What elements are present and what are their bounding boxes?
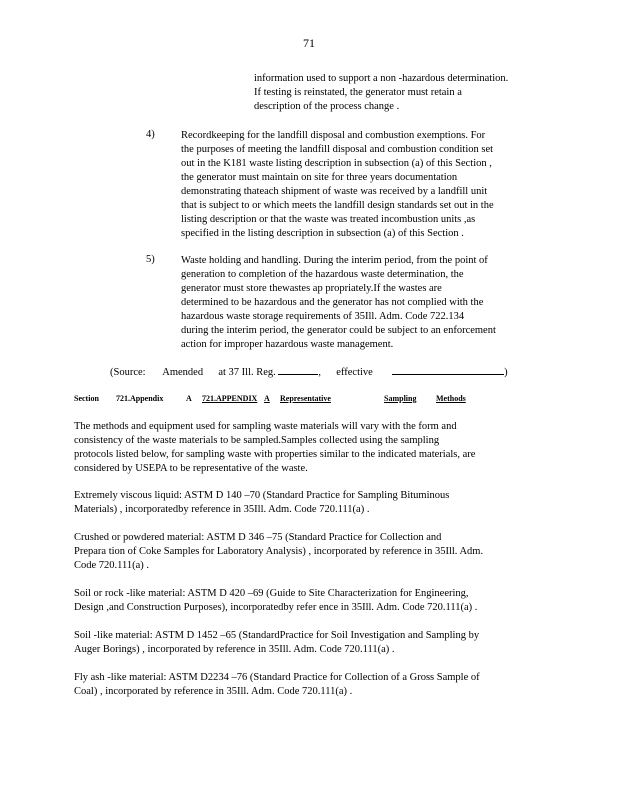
text-line: Design ,and Construction Purposes), incorporatedby refer ence in 35Ill. Adm. Code 720.111(a) . bbox=[74, 602, 478, 613]
text-line: action for improper hazardous waste management. bbox=[181, 339, 394, 350]
text-line: The methods and equipment used for sampling waste materials will vary with the form and bbox=[74, 421, 457, 432]
text-line: determined to be hazardous and the generator has not complied with the bbox=[181, 297, 484, 308]
method-viscous-liquid bbox=[74, 489, 534, 517]
source-amended: Amended bbox=[162, 367, 204, 378]
text-line: If testing is reinstated, the generator must retain a bbox=[254, 87, 462, 98]
text-line: Crushed or powdered material: ASTM D 346 –75 (Standard Practice for Collection and bbox=[74, 532, 442, 543]
source-comma: , bbox=[318, 367, 322, 378]
heading-code: 721.Appendix bbox=[116, 394, 164, 403]
text-line: that is subject to or which meets the landfill design standards set out in the bbox=[181, 200, 494, 211]
intro-paragraph bbox=[74, 420, 534, 476]
method-fly-ash bbox=[74, 671, 534, 699]
effective-date-blank bbox=[392, 364, 504, 375]
text-line: Waste holding and handling. During the interim period, from the point of bbox=[181, 255, 488, 266]
source-at: at 37 Ill. Reg. bbox=[218, 367, 276, 378]
text-line: Auger Borings) , incorporated by reference in 35Ill. Adm. Code 720.111(a) . bbox=[74, 644, 395, 655]
text-line: the generator must maintain on site for three years documentation bbox=[181, 172, 458, 183]
heading-section: Section bbox=[74, 394, 99, 403]
text-line: during the interim period, the generator could be subject to an enforcement bbox=[181, 325, 496, 336]
text-line: Coal) , incorporated by reference in 35Ill. Adm. Code 720.111(a) . bbox=[74, 686, 353, 697]
source-note bbox=[110, 364, 508, 378]
text-line: information used to support a non -hazardous determination. bbox=[254, 73, 509, 84]
text-line: Soil -like material: ASTM D 1452 –65 (StandardPractice for Soil Investigation and Sampling by bbox=[74, 630, 480, 641]
text-line: considered by USEPA to be representative of the waste. bbox=[74, 463, 308, 474]
heading-a1: A bbox=[186, 394, 192, 403]
heading-methods: Methods bbox=[436, 394, 466, 403]
heading-title: 721.APPENDIX bbox=[202, 394, 258, 403]
source-close: ) bbox=[504, 367, 508, 378]
text-line: protocols listed below, for sampling waste with properties similar to the indicated materials, are bbox=[74, 449, 476, 460]
text-line: hazardous waste storage requirements of 35Ill. Adm. Code 722.134 bbox=[181, 311, 465, 322]
text-line: Extremely viscous liquid: ASTM D 140 –70 (Standard Practice for Sampling Bituminous bbox=[74, 490, 450, 501]
text-line: demonstrating thateach shipment of waste was received by a landfill unit bbox=[181, 186, 488, 197]
item-recordkeeping bbox=[181, 129, 533, 241]
text-line: out in the K181 waste listing description in subsection (a) of this Section , bbox=[181, 158, 492, 169]
item-waste-holding bbox=[181, 254, 533, 352]
intro-continuation bbox=[254, 72, 530, 114]
text-line: description of the process change . bbox=[254, 101, 400, 112]
text-line: listing description or that the waste was treated incombustion units ,as bbox=[181, 214, 476, 225]
source-effective: effective bbox=[336, 367, 373, 378]
text-line: consistency of the waste materials to be sampled.Samples collected using the sampling bbox=[74, 435, 440, 446]
text-line: Materials) , incorporatedby reference in 35Ill. Adm. Code 720.111(a) . bbox=[74, 504, 370, 515]
text-line: generator must store thewastes ap propriately.If the wastes are bbox=[181, 283, 442, 294]
register-blank bbox=[278, 364, 318, 375]
text-line: Prepara tion of Coke Samples for Laboratory Analysis) , incorporated by reference in 35Ill. Adm. bbox=[74, 546, 484, 557]
text-line: Soil or rock -like material: ASTM D 420 –69 (Guide to Site Characterization for Engineering, bbox=[74, 588, 469, 599]
item-number-5: 5) bbox=[146, 254, 155, 265]
page-number: 71 bbox=[303, 36, 315, 50]
source-open: (Source: bbox=[110, 367, 146, 378]
text-line: Recordkeeping for the landfill disposal and combustion exemptions. For bbox=[181, 130, 486, 141]
heading-representative: Representative bbox=[280, 394, 331, 403]
text-line: the purposes of meeting the landfill disposal and combustion condition set bbox=[181, 144, 494, 155]
text-line: specified in the listing description in subsection (a) of this Section . bbox=[181, 228, 464, 239]
heading-sampling: Sampling bbox=[384, 394, 417, 403]
text-line: Fly ash -like material: ASTM D2234 –76 (Standard Practice for Collection of a Gross Sample of bbox=[74, 672, 480, 683]
method-crushed-material bbox=[74, 531, 534, 573]
text-line: generation to completion of the hazardous waste determination, the bbox=[181, 269, 464, 280]
method-soil-like bbox=[74, 629, 534, 657]
text-line: Code 720.111(a) . bbox=[74, 560, 150, 571]
item-number-4: 4) bbox=[146, 129, 155, 140]
heading-a2: A bbox=[264, 394, 270, 403]
method-soil-rock bbox=[74, 587, 534, 615]
